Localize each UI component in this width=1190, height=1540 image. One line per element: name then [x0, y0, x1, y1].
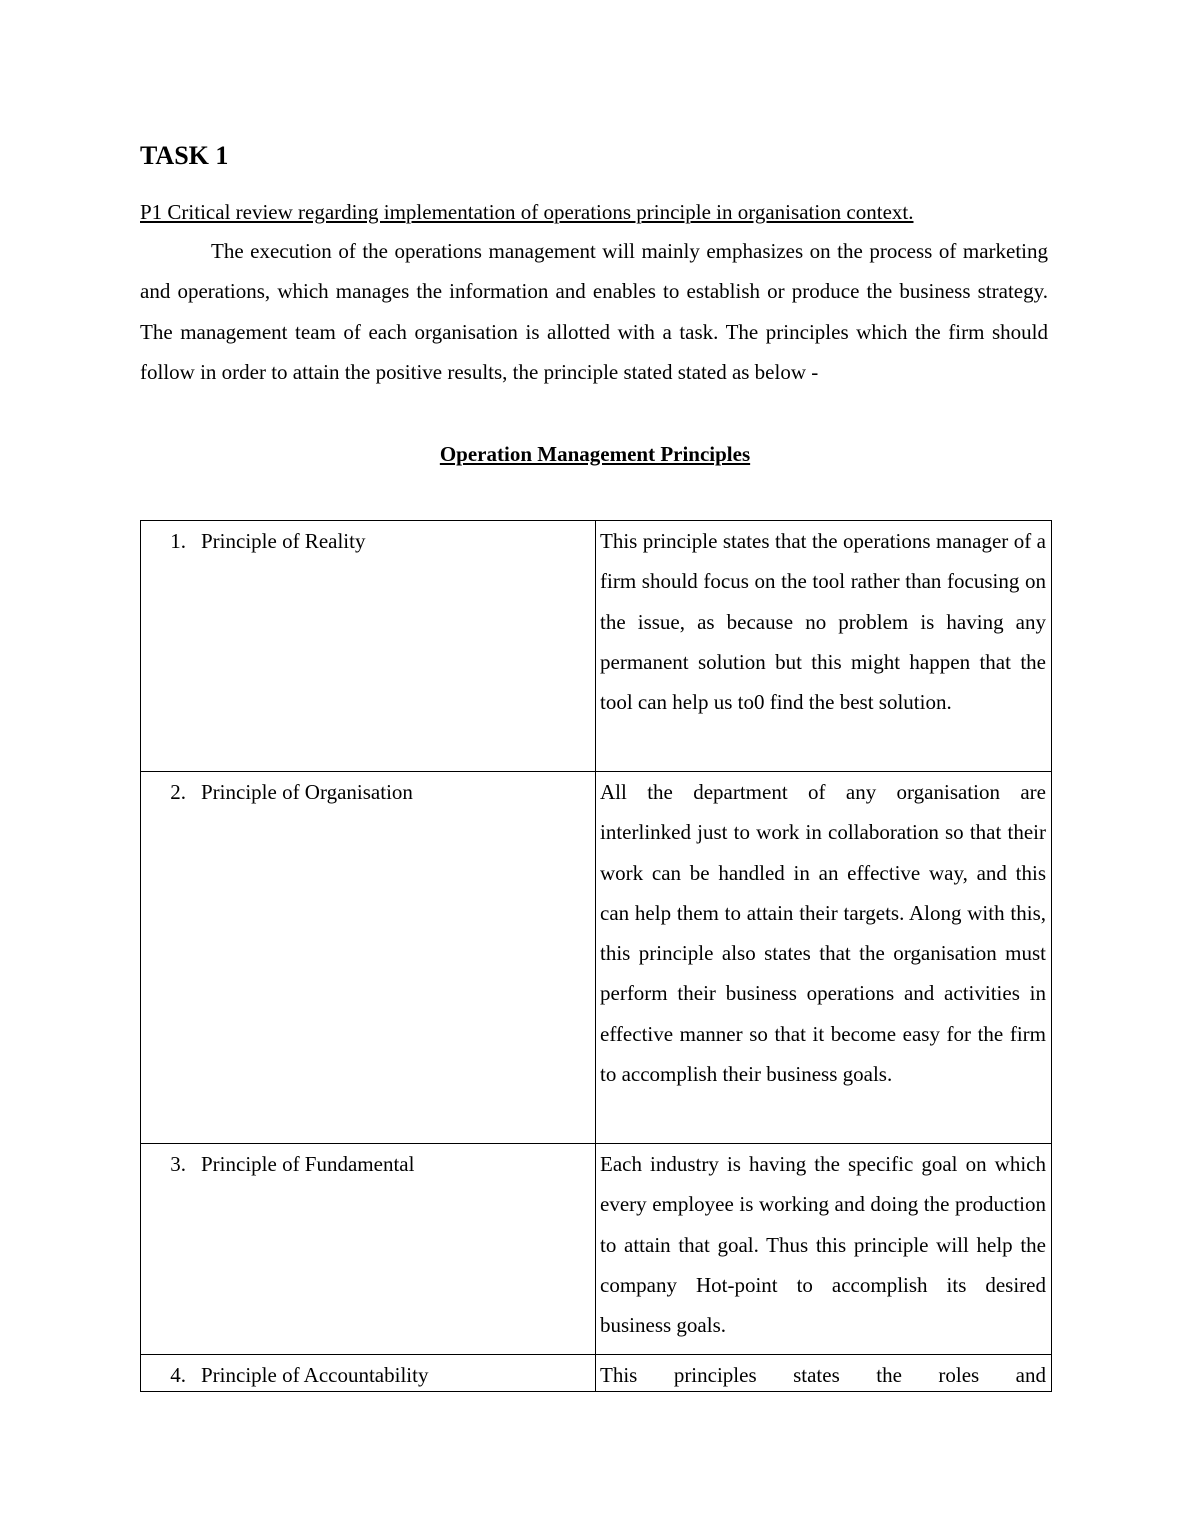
principle-name: Principle of Accountability	[201, 1363, 429, 1387]
principle-name-cell	[141, 1355, 596, 1392]
principle-name: Principle of Reality	[201, 529, 366, 553]
principle-name-cell	[141, 1144, 596, 1355]
principle-number: 4.	[170, 1363, 186, 1387]
principle-description: This principles states the roles and	[600, 1363, 1046, 1387]
intro-paragraph: The execution of the operations management will mainly emphasizes on the process of marketing and operations, which manages the information and enables to establish or produce the business strategy. The management team of each organisation is allotted with a task. The principles which the firm should follow in order to attain the positive results, the principle stated stated as below -	[140, 239, 1048, 384]
principle-number: 2.	[170, 780, 186, 804]
principle-description-cell	[596, 1355, 1052, 1392]
principle-description: All the department of any organisation are interlinked just to work in collaboration so that their work can be handled in an effective way, and this can help them to attain their targets. Along with this, this principle also states that the organisation must perform their business operations and activities in effective manner so that it become easy for the firm to accomplish their business goals.	[600, 780, 1046, 1087]
principle-name: Principle of Organisation	[201, 780, 413, 804]
principle-description-cell	[596, 521, 1052, 772]
principle-description: Each industry is having the specific goal on which every employee is working and doing the production to attain that goal. Thus this principle will help the company Hot-point to accomplish its desired business goals.	[600, 1152, 1046, 1338]
principle-number: 1.	[170, 529, 186, 553]
section-subheading: P1 Critical review regarding implementation of operations principle in organisation context.	[140, 200, 914, 224]
table-title-text: Operation Management Principles	[439, 442, 751, 466]
table-title	[0, 439, 1190, 469]
task-heading: TASK 1	[140, 141, 229, 170]
table-row	[141, 521, 1052, 772]
principle-description-cell	[596, 772, 1052, 1144]
table-row	[141, 772, 1052, 1144]
principle-description-cell	[596, 1144, 1052, 1355]
table-row	[141, 1355, 1052, 1392]
principle-name-cell	[141, 521, 596, 772]
principle-number: 3.	[170, 1152, 186, 1176]
principle-description: This principle states that the operations manager of a firm should focus on the tool rather than focusing on the issue, as because no problem is having any permanent solution but this might happen that the tool can help us to0 find the best solution.	[600, 529, 1046, 715]
principles-table	[140, 520, 1052, 1392]
principle-name-cell	[141, 772, 596, 1144]
table-row	[141, 1144, 1052, 1355]
principle-name: Principle of Fundamental	[201, 1152, 415, 1176]
